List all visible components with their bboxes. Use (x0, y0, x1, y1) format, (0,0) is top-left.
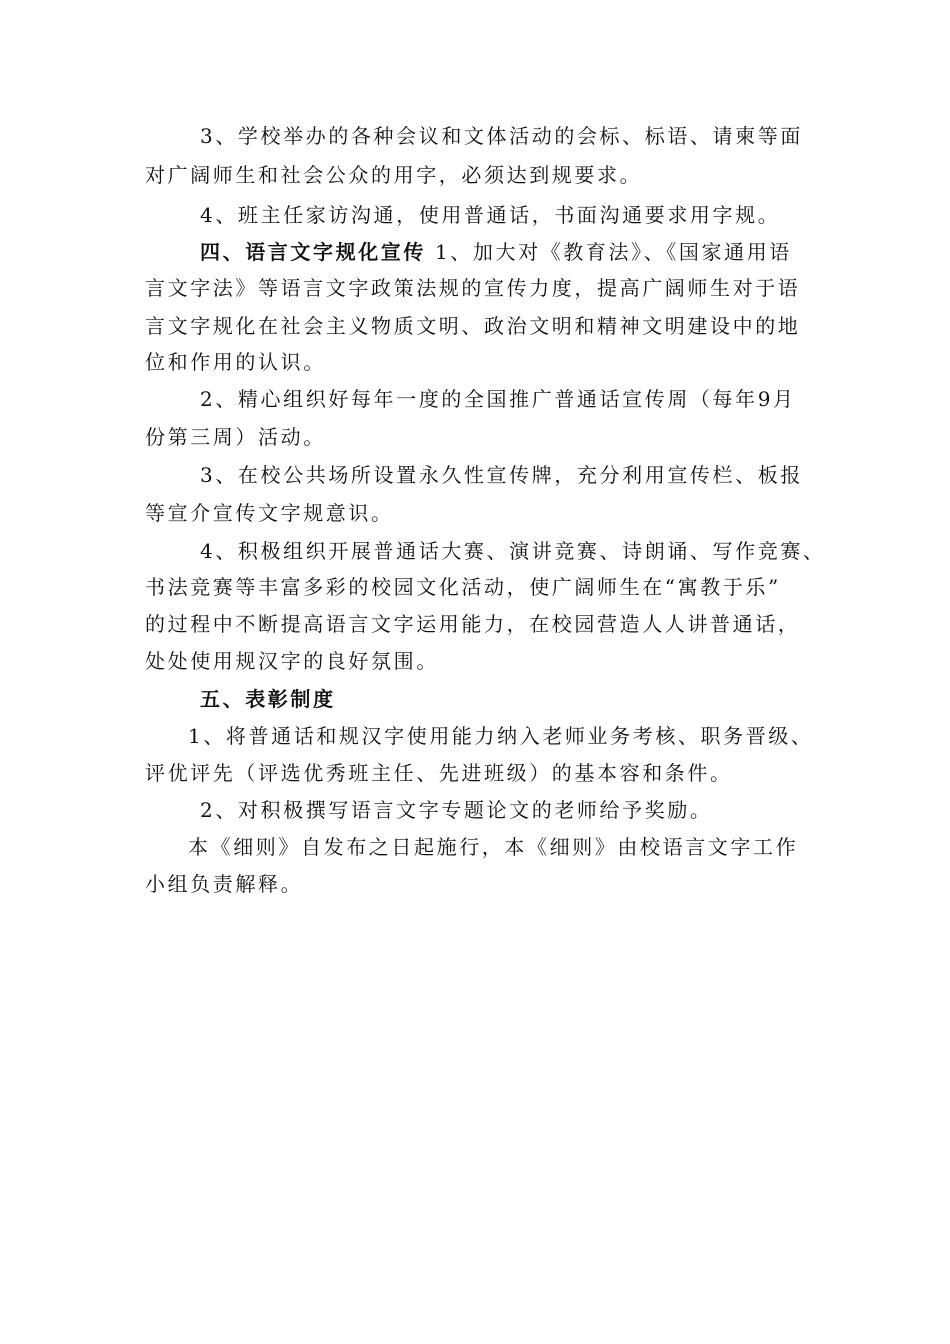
paragraph-line: 3、在校公共场所设置永久性宣传牌，充分利用宣传栏、板报 (200, 463, 803, 487)
paragraph-line: 2、精心组织好每年一度的全国推广普通话宣传周（每年9月 (200, 387, 796, 411)
paragraph-line: 1、将普通话和规汉字使用能力纳入老师业务考核、职务晋级、 (188, 724, 814, 748)
paragraph-line: 处处使用规汉字的良好氛围。 (145, 649, 439, 673)
paragraph-line: 小组负责解释。 (145, 872, 304, 896)
paragraph-line: 的过程中不断提高语言文字运用能力，在校园营造人人讲普通话， (145, 612, 801, 636)
section-heading: 五、表彰制度 (200, 687, 336, 711)
paragraph-line: 份第三周）活动。 (145, 425, 326, 449)
paragraph-text: 1、加大对《教育法》、《国家通用语 (426, 240, 792, 264)
paragraph-line: 对广阔师生和社会公众的用字，必须达到规要求。 (145, 163, 643, 187)
section-number: 四、 (200, 240, 246, 264)
paragraph-line: 4、积极组织开展普通话大赛、演讲竞赛、诗朗诵、写作竞赛、 (200, 539, 826, 563)
paragraph-line: 等宣介宣传文字规意识。 (145, 501, 394, 525)
paragraph-line: 本《细则》自发布之日起施行，本《细则》由校语言文字工作 (188, 835, 799, 859)
paragraph-line: 言文字规化在社会主义物质文明、政治文明和精神文明建设中的地 (145, 314, 801, 338)
paragraph-line: 2、对积极撰写语言文字专题论文的老师给予奖励。 (200, 798, 713, 822)
section-heading-line (200, 240, 792, 264)
section-heading: 语言文字规化宣传 (245, 240, 427, 264)
paragraph-line: 书法竞赛等丰富多彩的校园文化活动，使广阔师生在“寓教于乐” (145, 575, 781, 599)
paragraph-line: 位和作用的认识。 (145, 350, 326, 374)
paragraph-line: 评优评先（评选优秀班主任、先进班级）的基本容和条件。 (145, 761, 733, 785)
paragraph-line: 言文字法》等语言文字政策法规的宣传力度，提高广阔师生对于语 (145, 276, 801, 300)
paragraph-line: 4、班主任家访沟通，使用普通话，书面沟通要求用字规。 (200, 203, 781, 227)
paragraph-line: 3、学校举办的各种会议和文体活动的会标、标语、请柬等面 (200, 124, 803, 148)
